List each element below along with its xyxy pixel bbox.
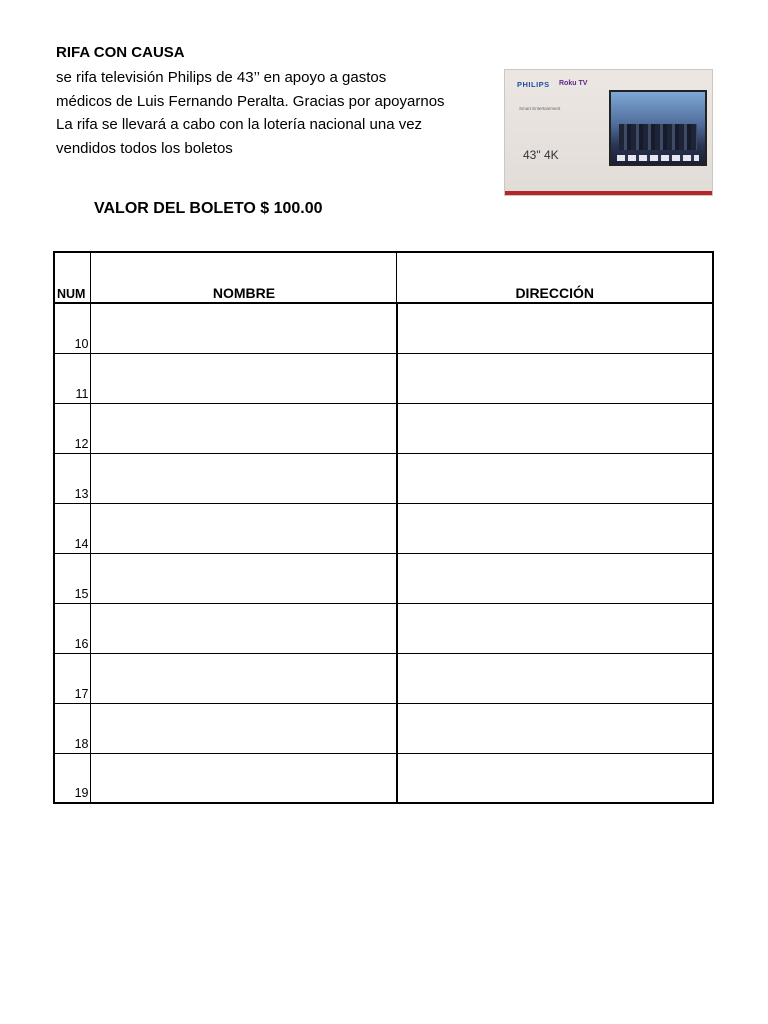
ticket-number: 17 [54, 653, 91, 703]
ticket-number: 16 [54, 603, 91, 653]
description-line: se rifa televisión Philips de 43’’ en apoyo a gastos [56, 69, 387, 86]
photo-brand-text: PHILIPS [517, 80, 550, 89]
ticket-number: 14 [54, 503, 91, 553]
raffle-title: RIFA CON CAUSA [56, 44, 185, 61]
address-cell[interactable] [397, 503, 713, 553]
photo-size-text: 43" 4K [523, 148, 559, 162]
photo-model-text: Roku TV [559, 80, 588, 87]
address-cell[interactable] [397, 703, 713, 753]
name-cell[interactable] [91, 503, 397, 553]
tv-product-photo [504, 69, 713, 196]
address-cell[interactable] [397, 653, 713, 703]
name-cell[interactable] [91, 353, 397, 403]
name-cell[interactable] [91, 553, 397, 603]
ticket-price: VALOR DEL BOLETO $ 100.00 [94, 200, 323, 217]
address-cell[interactable] [397, 353, 713, 403]
name-cell[interactable] [91, 703, 397, 753]
table-row [54, 753, 713, 803]
table-row [54, 353, 713, 403]
name-cell[interactable] [91, 303, 397, 353]
ticket-number: 11 [54, 353, 91, 403]
table-row [54, 503, 713, 553]
header-num: NUM [54, 252, 91, 303]
tv-screen-image [609, 90, 707, 166]
name-cell[interactable] [91, 603, 397, 653]
ticket-number: 19 [54, 753, 91, 803]
photo-red-strip [505, 191, 712, 195]
photo-tagline-text: Smart Entertainment [519, 106, 561, 111]
table-row [54, 603, 713, 653]
name-cell[interactable] [91, 403, 397, 453]
description-line: La rifa se llevará a cabo con la lotería nacional una vez [56, 116, 423, 133]
ticket-number: 18 [54, 703, 91, 753]
name-cell[interactable] [91, 653, 397, 703]
table-row [54, 403, 713, 453]
table-row [54, 553, 713, 603]
header-direccion: DIRECCIÓN [397, 252, 713, 303]
address-cell[interactable] [397, 553, 713, 603]
name-cell[interactable] [91, 753, 397, 803]
address-cell[interactable] [397, 453, 713, 503]
table-row [54, 453, 713, 503]
ticket-number: 12 [54, 403, 91, 453]
table-row [54, 303, 713, 353]
name-cell[interactable] [91, 453, 397, 503]
address-cell[interactable] [397, 603, 713, 653]
address-cell[interactable] [397, 303, 713, 353]
raffle-description [56, 66, 486, 160]
address-cell[interactable] [397, 753, 713, 803]
description-line: vendidos todos los boletos [56, 139, 233, 157]
description-line: médicos de Luis Fernando Peralta. Gracias por apoyarnos [56, 92, 445, 110]
ticket-table [53, 251, 714, 804]
ticket-number: 15 [54, 553, 91, 603]
ticket-number: 13 [54, 453, 91, 503]
table-row [54, 703, 713, 753]
table-header-row [54, 252, 713, 303]
table-row [54, 653, 713, 703]
address-cell[interactable] [397, 403, 713, 453]
ticket-number: 10 [54, 303, 91, 353]
header-nombre: NOMBRE [91, 252, 397, 303]
